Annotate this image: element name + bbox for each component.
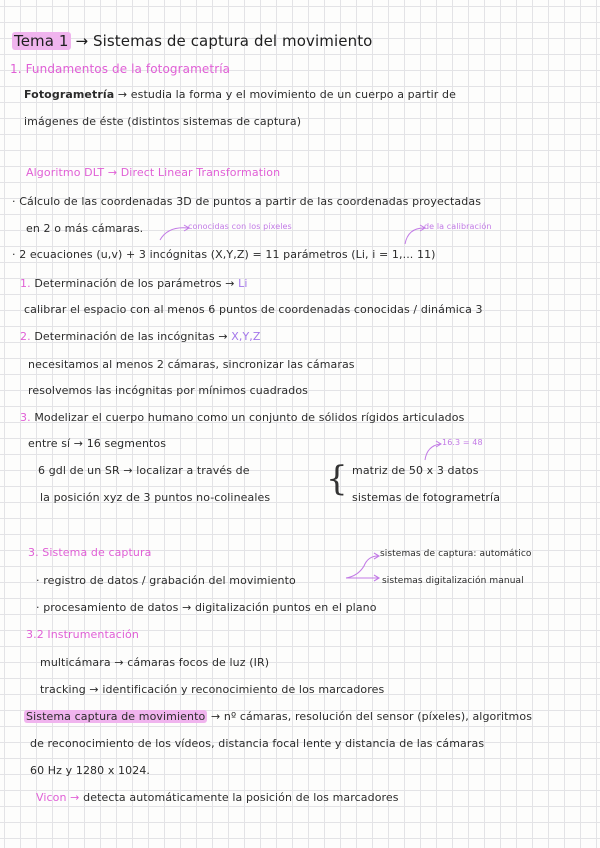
- sistema-captura-line3: 60 Hz y 1280 x 1024.: [30, 764, 151, 777]
- note-calibracion: de la calibración: [424, 222, 492, 231]
- step1-var: Li: [238, 277, 248, 290]
- section3-bullet1: · registro de datos / grabación del movimiento: [36, 574, 296, 587]
- arrow-calibracion-icon: [402, 224, 428, 248]
- step2-line1: necesitamos al menos 2 cámaras, sincronizar las cámaras: [28, 358, 355, 371]
- section3-bullet2: · procesamiento de datos → digitalización puntos en el plano: [36, 601, 377, 614]
- step2: [20, 330, 261, 344]
- step3-number: 3.: [20, 411, 31, 424]
- section3-heading: 3. Sistema de captura: [28, 546, 152, 559]
- step1-number: 1.: [20, 277, 31, 290]
- sistema-captura-line2: de reconocimiento de los vídeos, distancia focal lente y distancia de las cámaras: [30, 737, 485, 750]
- section32-heading: 3.2 Instrumentación: [26, 628, 139, 641]
- gdl-line2: la posición xyz de 3 puntos no-colineales: [40, 491, 271, 504]
- arrow-pixels-icon: [158, 224, 192, 244]
- section1-def: → estudia la forma y el movimiento de un cuerpo a partir de: [117, 88, 456, 101]
- dlt-bullet2: · 2 ecuaciones (u,v) + 3 incógnitas (X,Y,Z) = 11 parámetros (Li, i = 1,... 11): [12, 248, 436, 261]
- gdl-line1: 6 gdl de un SR → localizar a través de: [38, 464, 250, 477]
- sistema-captura-label: Sistema captura de movimiento: [26, 710, 206, 723]
- title-tag: Tema 1: [14, 32, 69, 50]
- section1-line1: [24, 88, 456, 102]
- vicon-label: Vicon →: [36, 791, 80, 804]
- step1-line: calibrar el espacio con al menos 6 puntos de coordenadas conocidas / dinámica 3: [24, 303, 483, 316]
- multicamara-line: multicámara → cámaras focos de luz (IR): [40, 656, 270, 669]
- step1-text: Determinación de los parámetros →: [34, 277, 235, 290]
- step1: [20, 277, 248, 291]
- brace-icon: {: [326, 459, 348, 499]
- step2-text: Determinación de las incógnitas →: [34, 330, 228, 343]
- section1-heading: 1. Fundamentos de la fotogrametría: [10, 62, 231, 76]
- dlt-bullet1-line2: en 2 o más cámaras.: [26, 222, 144, 235]
- step3-line2: entre sí → 16 segmentos: [28, 437, 167, 450]
- vicon-line: [36, 791, 399, 805]
- step2-number: 2.: [20, 330, 31, 343]
- section3-right2: sistemas digitalización manual: [382, 576, 524, 586]
- note-pixels: conocidas con los píxeles: [188, 222, 292, 231]
- sistemas-fotogrametria-line: sistemas de fotogrametría: [352, 491, 501, 504]
- step2-var: X,Y,Z: [231, 330, 261, 343]
- step3-line1: [20, 411, 464, 425]
- dlt-heading: Algoritmo DLT → Direct Linear Transformation: [26, 166, 281, 179]
- term-fotogrametria: Fotogrametría: [24, 88, 115, 101]
- section3-right1: sistemas de captura: automático: [380, 549, 532, 559]
- section1-line2: imágenes de éste (distintos sistemas de captura): [24, 115, 302, 128]
- arrow-branch-icon: [344, 552, 380, 582]
- matriz-line: matriz de 50 x 3 datos: [352, 464, 479, 477]
- sistema-captura-text: → nº cámaras, resolución del sensor (píxeles), algoritmos: [210, 710, 533, 723]
- sistema-captura-line1: [24, 710, 532, 724]
- note-calc: 16.3 = 48: [442, 438, 483, 447]
- page-title: [12, 32, 372, 50]
- vicon-text: detecta automáticamente la posición de los marcadores: [83, 791, 399, 804]
- title-text: → Sistemas de captura del movimiento: [75, 32, 373, 50]
- step2-line2: resolvemos las incógnitas por mínimos cuadrados: [28, 384, 308, 397]
- arrow-calc-icon: [422, 440, 444, 464]
- dlt-bullet1-line1: · Cálculo de las coordenadas 3D de puntos a partir de las coordenadas proyectadas: [12, 195, 482, 208]
- tracking-line: tracking → identificación y reconocimiento de los marcadores: [40, 683, 385, 696]
- step3-text: Modelizar el cuerpo humano como un conjunto de sólidos rígidos articulados: [34, 411, 465, 424]
